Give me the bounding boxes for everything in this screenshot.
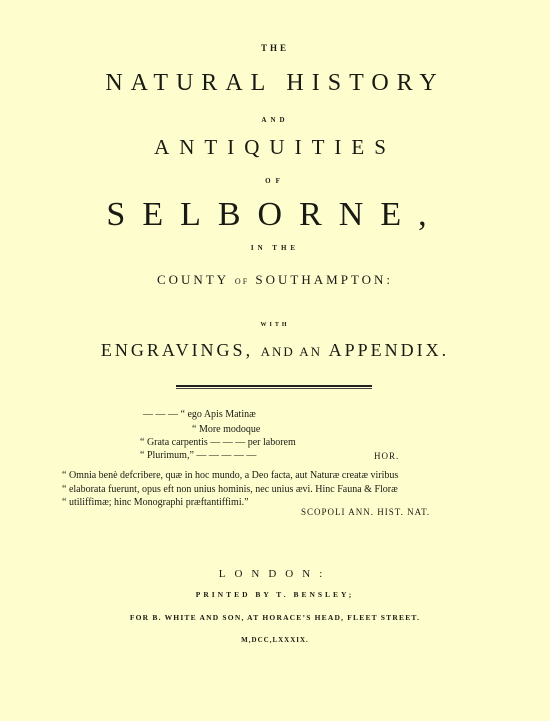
county-of: OF <box>234 277 250 286</box>
title-antiquities: ANTIQUITIES <box>154 135 396 159</box>
title-of: OF <box>265 177 285 185</box>
epigraph-line-3: “ Grata carpentis — — — per laborem <box>140 437 296 448</box>
scopoli-line-3: “ utiliffimæ; hinc Monographi præftantiffimi.” <box>62 497 249 508</box>
imprint-city: LONDON: <box>218 568 332 580</box>
imprint-printer: PRINTED BY T. BENSLEY; <box>195 590 355 599</box>
epigraph-line-2: “ More modoque <box>192 424 261 435</box>
and-an-word: AND AN <box>260 344 323 359</box>
title-and: AND <box>261 116 289 124</box>
epigraph-attribution-horace: HOR. <box>374 451 400 461</box>
title-engravings-appendix <box>0 340 550 361</box>
county-word: COUNTY <box>156 272 229 287</box>
scopoli-quote <box>62 469 462 510</box>
title-with: WITH <box>260 322 290 328</box>
title-natural-history: NATURAL HISTORY <box>105 70 445 96</box>
county-name: SOUTHAMPTON: <box>255 272 394 287</box>
scopoli-line-2: “ elaborata fuerunt, opus eft non unius hominis, nec unius ævi. Hinc Fauna & Floræ <box>62 483 398 495</box>
title-county <box>0 272 550 288</box>
imprint-date: M,DCC,LXXXIX. <box>241 636 309 644</box>
double-rule-divider <box>176 385 372 389</box>
epigraph-line-1: — — — “ ego Apis Matinæ <box>143 409 256 420</box>
engravings-word: ENGRAVINGS, <box>100 340 254 360</box>
title-in-the: IN THE <box>250 244 300 252</box>
scopoli-line-1: “ Omnia benè defcribere, quæ in hoc mundo, a Deo facta, aut Naturæ creatæ viribus <box>62 470 399 481</box>
appendix-word: APPENDIX. <box>328 340 450 360</box>
scopoli-attribution: SCOPOLI ANN. HIST. NAT. <box>301 507 431 517</box>
imprint-publisher: FOR B. WHITE AND SON, AT HORACE’S HEAD, FLEET STREET. <box>129 613 421 622</box>
title-the: THE <box>260 43 289 53</box>
title-selborne: SELBORNE, <box>106 196 444 233</box>
epigraph-line-4: “ Plurimum,” — — — — — <box>140 450 257 461</box>
